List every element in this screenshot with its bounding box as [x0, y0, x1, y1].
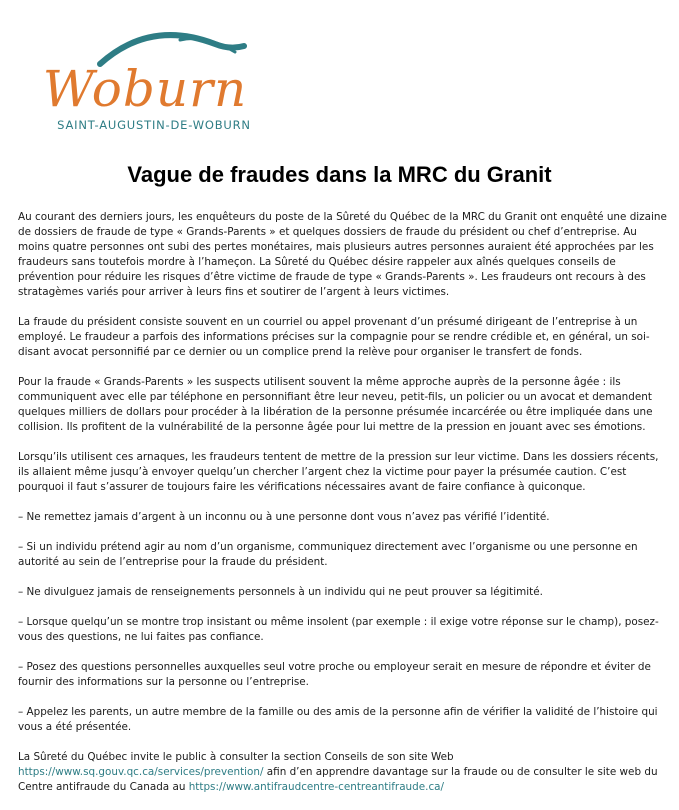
paragraph: La fraude du président consiste souvent en un courriel ou appel provenant d’un présumé dirigeant de l’entreprise à un employé. Le fraudeur a parfois des informations précises sur la compagnie pour se rendre crédible et, en général, un soi-disant avocat personnifié par ce dernier ou un complice prend la relève pour organiser le transfert de fonds. — [18, 316, 650, 358]
page-title: Vague de fraudes dans la MRC du Granit — [127, 162, 552, 187]
tip-item: – Si un individu prétend agir au nom d’un organisme, communiquez directement avec l’organisme ou une personne en autorité au sein de l’entreprise pour la fraude du président. — [18, 541, 638, 568]
closing-text: afin d’en apprendre davantage sur la fraude ou de consulter le site web du Centre antifraude du Canada au — [18, 766, 658, 793]
woburn-logo — [30, 24, 260, 134]
tip-item: – Ne divulguez jamais de renseignements personnels à un individu qui ne peut prouver sa légitimité. — [18, 586, 543, 598]
tip-item: – Posez des questions personnelles auxquelles seul votre proche ou employeur serait en mesure de répondre et éviter de fournir des informations sur la personne ou l’entreprise. — [18, 661, 651, 688]
tip-item: – Lorsque quelqu’un se montre trop insistant ou même insolent (par exemple : il exige votre réponse sur le champ), posez-vous des questions, ne lui faites pas confiance. — [18, 616, 659, 643]
closing-text: La Sûreté du Québec invite le public à consulter la section Conseils de son site Web — [18, 751, 454, 763]
paragraph: Pour la fraude « Grands-Parents » les suspects utilisent souvent la même approche auprès de la personne âgée : ils communiquent avec elle par téléphone en personnifiant être leur neveu, petit-fils, un policier ou un avocat et demandent quelques milliers de dollars pour procéder à la libération de la personne présumée incarcérée ou être impliquée dans une collision. Ils profitent de la vulnérabilité de la personne âgée pour lui mettre de la pression en jouant avec ses émotions. — [18, 376, 653, 433]
logo-wordmark: Woburn — [42, 60, 248, 118]
sq-prevention-link[interactable]: https://www.sq.gouv.qc.ca/services/prevention/ — [18, 766, 264, 778]
article-body — [18, 210, 668, 810]
paragraph: Lorsqu’ils utilisent ces arnaques, les fraudeurs tentent de mettre de la pression sur leur victime. Dans les dossiers récents, ils allaient même jusqu’à envoyer quelqu’un chercher l’argent chez la victime pour payer la présumée caution. C’est pourquoi il faut s’assurer de toujours faire les vérifications nécessaires avant de faire confiance à quiconque. — [18, 451, 659, 493]
tip-item: – Appelez les parents, un autre membre de la famille ou des amis de la personne afin de vérifier la validité de l’histoire qui vous a été présentée. — [18, 706, 658, 733]
tip-item: – Ne remettez jamais d’argent à un inconnu ou à une personne dont vous n’avez pas vérifié l’identité. — [18, 511, 550, 523]
logo-subtitle: SAINT-AUGUSTIN-DE-WOBURN — [57, 118, 251, 132]
antifraud-centre-link[interactable]: https://www.antifraudcentre-centreantifraude.ca/ — [188, 781, 445, 793]
closing-paragraph — [18, 750, 668, 795]
paragraph: Au courant des derniers jours, les enquêteurs du poste de la Sûreté du Québec de la MRC du Granit ont enquêté une dizaine de dossiers de fraude de type « Grands-Parents » et quelques dossiers de fraude du président ou chef d’entreprise. Au moins quatre personnes ont subi des pertes monétaires, mais plusieurs autres personnes auraient été approchées par les fraudeurs sans toutefois mordre à l’hameçon. La Sûreté du Québec désire rappeler aux aînés quelques conseils de prévention pour réduire les risques d’être victime de fraude de type « Grands-Parents ». Les fraudeurs ont recours à des stratagèmes variés pour arriver à leurs fins et soutirer de l’argent à leurs victimes. — [18, 211, 667, 298]
